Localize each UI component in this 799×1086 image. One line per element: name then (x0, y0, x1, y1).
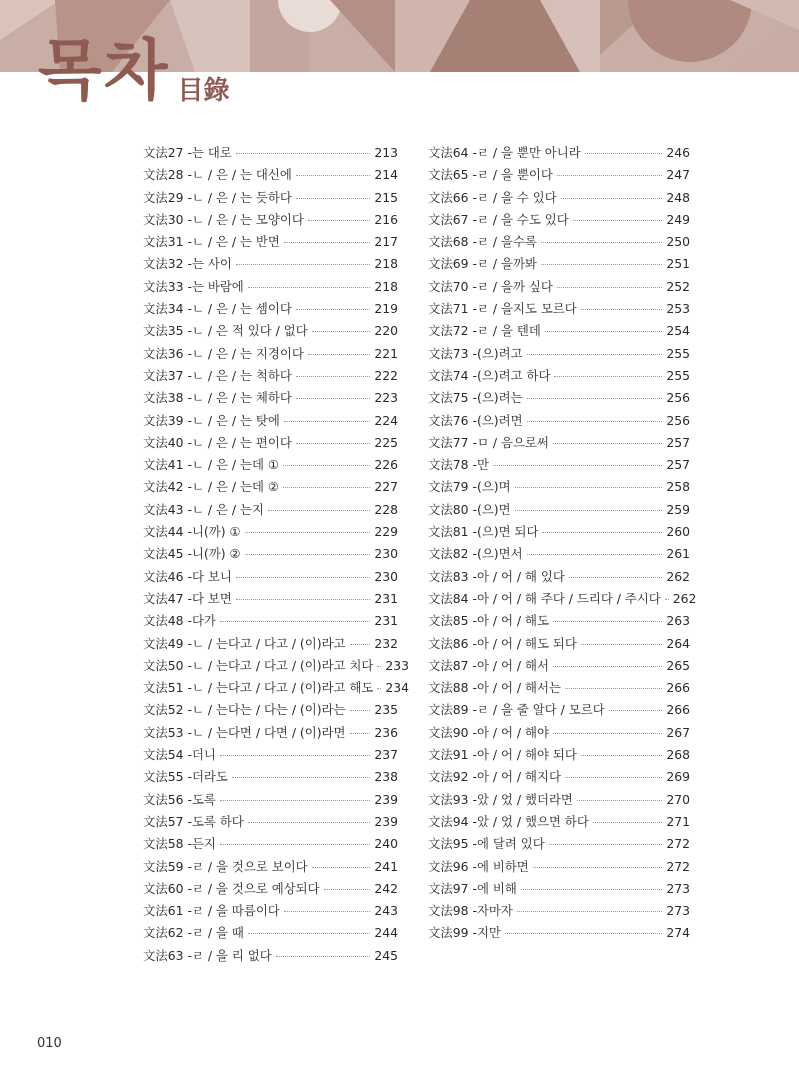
toc-entry-label: 文法34 -ㄴ / 은 / 는 셈이다 (143, 301, 292, 317)
toc-entry-page: 262 (672, 590, 697, 606)
toc-entry-label: 文法65 -ㄹ / 을 뿐이다 (428, 167, 553, 183)
toc-entry[interactable] (143, 254, 398, 276)
dot-leader (283, 487, 370, 488)
toc-entry[interactable] (143, 567, 398, 589)
toc-entry-page: 274 (666, 925, 690, 941)
toc-entry-label: 文法99 -지만 (428, 925, 501, 941)
toc-entry-label: 文法56 -도록 (143, 791, 216, 807)
toc-entry[interactable] (143, 522, 398, 544)
toc-entry-page: 241 (374, 858, 398, 874)
toc-entry-page: 228 (374, 501, 398, 517)
toc-entry[interactable] (428, 366, 690, 388)
dot-leader (527, 421, 663, 422)
dot-leader (220, 755, 370, 756)
toc-entry[interactable] (428, 254, 690, 276)
dot-leader (296, 309, 371, 310)
toc-entry[interactable] (143, 790, 398, 812)
dot-leader (542, 532, 662, 533)
toc-entry-page: 216 (374, 211, 398, 227)
toc-entry-page: 256 (666, 412, 690, 428)
toc-entry[interactable] (143, 165, 398, 187)
toc-entry[interactable] (143, 366, 398, 388)
toc-entry-page: 232 (374, 635, 398, 651)
dot-leader (553, 666, 662, 667)
dot-leader (521, 889, 663, 890)
toc-entry-label: 文法50 -ㄴ / 는다고 / 다고 / (이)라고 치다 (143, 657, 374, 673)
toc-entry[interactable] (143, 477, 398, 499)
toc-entry-label: 文法87 -아 / 어 / 해서 (428, 657, 549, 673)
dot-leader (324, 889, 371, 890)
dot-leader (549, 844, 663, 845)
toc-entry-page: 221 (374, 345, 398, 361)
toc-entry[interactable] (428, 344, 690, 366)
toc-entry-page: 218 (374, 256, 398, 272)
dot-leader (276, 956, 371, 957)
toc-entry[interactable] (428, 500, 690, 522)
toc-entry[interactable] (143, 812, 398, 834)
toc-entry[interactable] (143, 678, 410, 700)
toc-entry-label: 文法48 -다가 (143, 613, 216, 629)
dot-leader (585, 153, 663, 154)
dot-leader (220, 844, 370, 845)
toc-entry-page: 271 (666, 813, 690, 829)
toc-entry-page: 239 (374, 791, 398, 807)
toc-entry[interactable] (428, 678, 690, 700)
toc-entry-page: 236 (374, 724, 398, 740)
dot-leader (545, 331, 663, 332)
toc-entry-page: 220 (374, 323, 398, 339)
toc-entry-page: 249 (666, 211, 690, 227)
toc-entry-label: 文法60 -ㄹ / 을 것으로 예상되다 (143, 880, 320, 896)
toc-entry-label: 文法72 -ㄹ / 을 텐데 (428, 323, 541, 339)
toc-entry[interactable] (143, 767, 398, 789)
toc-entry-page: 229 (374, 524, 398, 540)
toc-entry-page: 272 (666, 836, 690, 852)
toc-entry-label: 文法33 -는 바람에 (143, 278, 244, 294)
toc-entry[interactable] (428, 433, 690, 455)
toc-entry-page: 225 (374, 434, 398, 450)
toc-entry-page: 253 (666, 301, 690, 317)
toc-entry[interactable] (143, 277, 398, 299)
title-hanja: 目錄 (177, 76, 230, 106)
toc-entry-label: 文法77 -ㅁ / 음으로써 (428, 434, 549, 450)
toc-entry-page: 230 (374, 546, 398, 562)
dot-leader (350, 710, 371, 711)
toc-entry[interactable] (428, 477, 690, 499)
toc-entry-label: 文法45 -니(까) ② (143, 546, 241, 562)
dot-leader (565, 688, 662, 689)
toc-entry-label: 文法62 -ㄹ / 을 때 (143, 925, 244, 941)
toc-entry-page: 227 (374, 479, 398, 495)
toc-entry[interactable] (428, 165, 690, 187)
toc-entry-page: 217 (374, 234, 398, 250)
toc-entry[interactable] (143, 388, 398, 410)
toc-entry[interactable] (143, 321, 398, 343)
dot-leader (248, 822, 371, 823)
toc-entry-label: 文法97 -에 비해 (428, 880, 517, 896)
toc-entry[interactable] (428, 522, 690, 544)
dot-leader (236, 599, 371, 600)
dot-leader (517, 911, 662, 912)
dot-leader (248, 933, 370, 934)
toc-entry[interactable] (143, 700, 398, 722)
toc-entry-label: 文法38 -ㄴ / 은 / 는 체하다 (143, 390, 292, 406)
toc-entry-label: 文法37 -ㄴ / 은 / 는 척하다 (143, 367, 292, 383)
toc-entry-label: 文法53 -ㄴ / 는다면 / 다면 / (이)라면 (143, 724, 346, 740)
toc-entry-label: 文法41 -ㄴ / 은 / 는데 ① (143, 457, 279, 473)
toc-entry-label: 文法90 -아 / 어 / 해야 (428, 724, 549, 740)
toc-entry-page: 239 (374, 813, 398, 829)
dot-leader (577, 800, 662, 801)
toc-entry-label: 文法55 -더라도 (143, 769, 228, 785)
toc-entry-label: 文法51 -ㄴ / 는다고 / 다고 / (이)라고 해도 (143, 680, 374, 696)
dot-leader (296, 175, 371, 176)
page-number: 010 (37, 1036, 62, 1051)
toc-entry-page: 248 (666, 189, 690, 205)
toc-entry[interactable] (428, 232, 690, 254)
toc-entry-label: 文法78 -만 (428, 457, 489, 473)
toc-entry[interactable] (428, 321, 690, 343)
toc-entry-page: 237 (374, 747, 398, 763)
toc-entry-page: 272 (666, 858, 690, 874)
toc-entry-page: 263 (666, 613, 690, 629)
toc-entry-label: 文法96 -에 비하면 (428, 858, 529, 874)
toc-entry-label: 文法32 -는 사이 (143, 256, 232, 272)
toc-entry-page: 266 (666, 702, 690, 718)
toc-entry-label: 文法74 -(으)려고 하다 (428, 367, 551, 383)
dot-leader (283, 465, 370, 466)
toc-entry-page: 213 (374, 145, 398, 160)
dot-leader (268, 510, 370, 511)
dot-leader (557, 175, 663, 176)
toc-entry-label: 文法71 -ㄹ / 을지도 모르다 (428, 301, 577, 317)
toc-entry-label: 文法44 -니(까) ① (143, 524, 241, 540)
dot-leader (220, 800, 370, 801)
dot-leader (245, 532, 371, 533)
dot-leader (245, 554, 371, 555)
toc-entry-label: 文法31 -ㄴ / 은 / 는 반면 (143, 234, 280, 250)
toc-entry-page: 242 (374, 880, 398, 896)
toc-entry[interactable] (143, 455, 398, 477)
dot-leader (248, 287, 371, 288)
toc-entry-page: 252 (666, 278, 690, 294)
toc-entry[interactable] (428, 879, 690, 901)
toc-entry-page: 238 (374, 769, 398, 785)
toc-entry-page: 247 (666, 167, 690, 183)
toc-entry-label: 文法52 -ㄴ / 는다는 / 다는 / (이)라는 (143, 702, 346, 718)
dot-leader (553, 443, 662, 444)
toc-entry-page: 268 (666, 747, 690, 763)
toc-entry-page: 255 (666, 367, 690, 383)
toc-entry-page: 270 (666, 791, 690, 807)
dot-leader (581, 755, 663, 756)
toc-entry-page: 214 (374, 167, 398, 183)
toc-title (38, 30, 230, 112)
toc-entry-label: 文法58 -든지 (143, 836, 216, 852)
toc-entry-page: 245 (374, 947, 398, 963)
dot-leader (284, 421, 370, 422)
dot-leader (350, 644, 371, 645)
dot-leader (284, 911, 371, 912)
toc-entry[interactable] (428, 723, 690, 745)
dot-leader (350, 733, 371, 734)
toc-entry-page: 261 (666, 546, 690, 562)
dot-leader (515, 510, 663, 511)
toc-entry-label: 文法27 -는 대로 (143, 145, 232, 160)
toc-entry[interactable] (143, 188, 398, 210)
toc-entry-page: 254 (666, 323, 690, 339)
dot-leader (377, 688, 381, 689)
toc-left-column (143, 143, 410, 968)
toc-entry-label: 文法63 -ㄹ / 을 리 없다 (143, 947, 272, 963)
toc-entry[interactable] (428, 923, 690, 945)
toc-entry[interactable] (428, 567, 690, 589)
toc-entry[interactable] (428, 589, 697, 611)
toc-entry[interactable] (143, 589, 398, 611)
dot-leader (515, 487, 663, 488)
toc-entry-page: 235 (374, 702, 398, 718)
toc-entry-page: 230 (374, 568, 398, 584)
toc-entry-page: 222 (374, 367, 398, 383)
toc-entry-label: 文法59 -ㄹ / 을 것으로 보이다 (143, 858, 308, 874)
toc-entry[interactable] (143, 500, 398, 522)
toc-entry[interactable] (428, 656, 690, 678)
dot-leader (527, 398, 663, 399)
toc-entry[interactable] (143, 210, 398, 232)
toc-entry-page: 244 (374, 925, 398, 941)
toc-entry-label: 文法70 -ㄹ / 을까 싶다 (428, 278, 553, 294)
toc-entry[interactable] (143, 834, 398, 856)
toc-entry-label: 文法49 -ㄴ / 는다고 / 다고 / (이)라고 (143, 635, 346, 651)
toc-entry-label: 文法30 -ㄴ / 은 / 는 모양이다 (143, 211, 304, 227)
toc-entry-page: 259 (666, 501, 690, 517)
toc-entry-label: 文法73 -(으)려고 (428, 345, 523, 361)
toc-entry-page: 265 (666, 657, 690, 673)
toc-entry-label: 文法57 -도록 하다 (143, 813, 244, 829)
dot-leader (527, 554, 663, 555)
toc-entry[interactable] (143, 946, 398, 968)
toc-entry-label: 文法68 -ㄹ / 을수록 (428, 234, 537, 250)
toc-entry[interactable] (428, 210, 690, 232)
toc-entry-page: 224 (374, 412, 398, 428)
dot-leader (553, 733, 662, 734)
toc-entry-label: 文法61 -ㄹ / 을 따름이다 (143, 903, 280, 919)
toc-entry-page: 257 (666, 457, 690, 473)
toc-right-column (428, 143, 697, 946)
toc-entry-page: 264 (666, 635, 690, 651)
title-korean: 목차 (38, 32, 170, 109)
toc-entry[interactable] (428, 544, 690, 566)
toc-entry[interactable] (428, 790, 690, 812)
toc-entry-label: 文法81 -(으)면 되다 (428, 524, 539, 540)
toc-entry-label: 文法86 -아 / 어 / 해도 되다 (428, 635, 577, 651)
dot-leader (581, 644, 663, 645)
toc-entry[interactable] (143, 411, 398, 433)
toc-entry-label: 文法66 -ㄹ / 을 수 있다 (428, 189, 557, 205)
toc-entry-page: 262 (666, 568, 690, 584)
toc-entry[interactable] (428, 411, 690, 433)
toc-entry-label: 文法82 -(으)면서 (428, 546, 523, 562)
toc-entry-label: 文法79 -(으)며 (428, 479, 511, 495)
dot-leader (581, 309, 663, 310)
toc-entry[interactable] (143, 611, 398, 633)
toc-entry-label: 文法75 -(으)려는 (428, 390, 523, 406)
toc-entry-label: 文法98 -자마자 (428, 903, 513, 919)
dot-leader (312, 331, 371, 332)
toc-entry[interactable] (143, 143, 398, 165)
toc-entry[interactable] (428, 143, 690, 165)
toc-entry-label: 文法91 -아 / 어 / 해야 되다 (428, 747, 577, 763)
toc-entry-label: 文法35 -ㄴ / 은 적 있다 / 없다 (143, 323, 308, 339)
toc-entry-page: 250 (666, 234, 690, 250)
toc-entry[interactable] (143, 879, 398, 901)
dot-leader (505, 933, 662, 934)
dot-leader (236, 153, 371, 154)
toc-entry-label: 文法93 -았 / 었 / 했더라면 (428, 791, 573, 807)
toc-entry[interactable] (143, 723, 398, 745)
toc-entry-label: 文法42 -ㄴ / 은 / 는데 ② (143, 479, 279, 495)
toc-entry-label: 文法36 -ㄴ / 은 / 는 지경이다 (143, 345, 304, 361)
toc-entry-page: 233 (385, 657, 410, 673)
toc-entry-page: 273 (666, 880, 690, 896)
dot-leader (573, 220, 663, 221)
toc-entry[interactable] (428, 767, 690, 789)
toc-entry-label: 文法95 -에 달려 있다 (428, 836, 545, 852)
toc-entry-page: 243 (374, 903, 398, 919)
dot-leader (565, 777, 662, 778)
toc-entry-label: 文法29 -ㄴ / 은 / 는 듯하다 (143, 189, 292, 205)
dot-leader (236, 264, 371, 265)
toc-entry[interactable] (143, 299, 398, 321)
dot-leader (312, 867, 371, 868)
dot-leader (493, 465, 662, 466)
dot-leader (553, 621, 662, 622)
toc-entry-label: 文法46 -다 보니 (143, 568, 232, 584)
toc-entry[interactable] (143, 901, 398, 923)
toc-entry-label: 文法69 -ㄹ / 을까봐 (428, 256, 537, 272)
toc-entry[interactable] (428, 455, 690, 477)
dot-leader (296, 398, 371, 399)
toc-entry[interactable] (428, 634, 690, 656)
toc-entry-page: 251 (666, 256, 690, 272)
dot-leader (232, 777, 370, 778)
dot-leader (665, 599, 669, 600)
dot-leader (554, 376, 662, 377)
toc-entry[interactable] (428, 745, 690, 767)
toc-entry[interactable] (143, 433, 398, 455)
toc-entry-label: 文法47 -다 보면 (143, 590, 232, 606)
toc-entry-label: 文法54 -더니 (143, 747, 216, 763)
toc-entry-label: 文法94 -았 / 었 / 했으면 하다 (428, 813, 589, 829)
dot-leader (557, 287, 663, 288)
toc-entry-page: 266 (666, 680, 690, 696)
toc-entry-page: 240 (374, 836, 398, 852)
toc-entry[interactable] (143, 656, 410, 678)
toc-entry[interactable] (428, 611, 690, 633)
toc-entry[interactable] (143, 634, 398, 656)
toc-entry[interactable] (143, 544, 398, 566)
dot-leader (296, 198, 371, 199)
dot-leader (541, 264, 662, 265)
dot-leader (541, 242, 662, 243)
toc-entry-page: 246 (666, 145, 690, 160)
toc-entry[interactable] (143, 344, 398, 366)
dot-leader (569, 577, 662, 578)
toc-entry-label: 文法85 -아 / 어 / 해도 (428, 613, 549, 629)
toc-entry[interactable] (428, 812, 690, 834)
toc-entry-label: 文法89 -ㄹ / 을 줄 알다 / 모르다 (428, 702, 605, 718)
toc-entry-page: 215 (374, 189, 398, 205)
toc-entry-label: 文法88 -아 / 어 / 해서는 (428, 680, 561, 696)
toc-entry-page: 231 (374, 613, 398, 629)
toc-entry-page: 219 (374, 301, 398, 317)
toc-entry-label: 文法80 -(으)면 (428, 501, 511, 517)
toc-entry-label: 文法83 -아 / 어 / 해 있다 (428, 568, 565, 584)
toc-entry[interactable] (428, 857, 690, 879)
toc-entry[interactable] (428, 901, 690, 923)
toc-entry-label: 文法43 -ㄴ / 은 / 는지 (143, 501, 264, 517)
dot-leader (236, 577, 371, 578)
dot-leader (533, 867, 663, 868)
toc-entry-label: 文法39 -ㄴ / 은 / 는 탓에 (143, 412, 280, 428)
toc-entry-page: 267 (666, 724, 690, 740)
toc-entry-page: 226 (374, 457, 398, 473)
dot-leader (284, 242, 370, 243)
toc-entry-label: 文法28 -ㄴ / 은 / 는 대신에 (143, 167, 292, 183)
toc-entry-page: 258 (666, 479, 690, 495)
toc-entry[interactable] (428, 834, 690, 856)
toc-entry[interactable] (428, 188, 690, 210)
dot-leader (561, 198, 663, 199)
dot-leader (593, 822, 663, 823)
toc-entry-page: 218 (374, 278, 398, 294)
toc-entry-page: 256 (666, 390, 690, 406)
toc-entry-label: 文法64 -ㄹ / 을 뿐만 아니라 (428, 145, 581, 160)
dot-leader (296, 443, 371, 444)
toc-entry[interactable] (428, 388, 690, 410)
dot-leader (527, 354, 663, 355)
toc-entry[interactable] (143, 745, 398, 767)
dot-leader (377, 666, 381, 667)
toc-entry-label: 文法84 -아 / 어 / 해 주다 / 드리다 / 주시다 (428, 590, 661, 606)
toc-entry-page: 260 (666, 524, 690, 540)
toc-entry-label: 文法76 -(으)려면 (428, 412, 523, 428)
toc-entry-page: 269 (666, 769, 690, 785)
toc-entry-page: 273 (666, 903, 690, 919)
toc-entry-page: 223 (374, 390, 398, 406)
toc-entry[interactable] (428, 299, 690, 321)
dot-leader (296, 376, 371, 377)
dot-leader (308, 354, 371, 355)
toc-entry-label: 文法92 -아 / 어 / 해지다 (428, 769, 561, 785)
toc-entry-page: 231 (374, 590, 398, 606)
toc-entry-page: 234 (385, 680, 410, 696)
toc-entry-label: 文法67 -ㄹ / 을 수도 있다 (428, 211, 569, 227)
dot-leader (220, 621, 370, 622)
toc-entry[interactable] (143, 923, 398, 945)
toc-entry-page: 257 (666, 434, 690, 450)
toc-entry[interactable] (143, 232, 398, 254)
toc-entry[interactable] (428, 700, 690, 722)
dot-leader (609, 710, 663, 711)
toc-entry[interactable] (428, 277, 690, 299)
dot-leader (308, 220, 371, 221)
toc-entry[interactable] (143, 857, 398, 879)
toc-entry-label: 文法40 -ㄴ / 은 / 는 편이다 (143, 434, 292, 450)
toc-entry-page: 255 (666, 345, 690, 361)
